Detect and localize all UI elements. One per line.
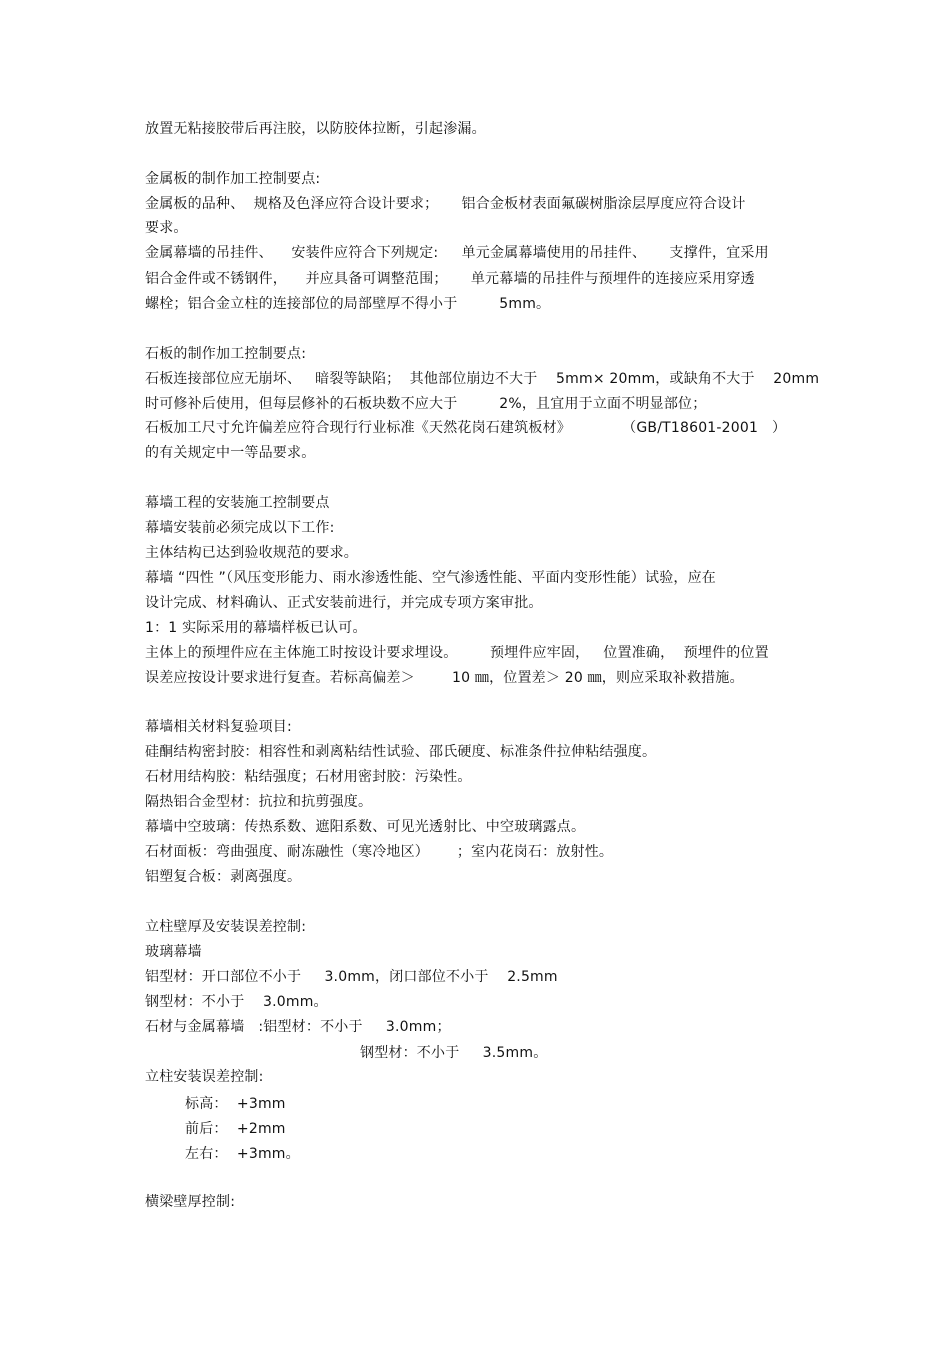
section-heading: 立柱壁厚及安装误差控制: [145,919,307,935]
text-line: 时可修补后使用，但每层修补的石板块数不应大于 2%，且宜用于立面不明显部位； [145,396,707,412]
text-line: 幕墙安装前必须完成以下工作: [145,520,335,536]
text-line: 石材面板：弯曲强度、耐冻融性（寒冷地区） ；室内花岗石：放射性。 [145,844,614,860]
text-line: 金属板的品种、 规格及色泽应符合设计要求； 铝合金板材表面氟碳树脂涂层厚度应符合设计 [145,196,746,212]
text-line: 钢型材：不小于 3.5mm。 [360,1045,548,1061]
text-line: 的有关规定中一等品要求。 [145,445,316,461]
text-line: 标高： +3mm [185,1096,286,1112]
text-line: 石材用结构胶：粘结强度；石材用密封胶：污染性。 [145,769,472,785]
text-line: 螺栓；铝合金立柱的连接部位的局部壁厚不得小于 5mm。 [145,296,551,312]
text-line: 铝型材：开口部位不小于 3.0mm，闭口部位不小于 2.5mm [145,969,558,985]
text-line: 立柱安装误差控制: [145,1069,264,1085]
text-line: 主体上的预埋件应在主体施工时按设计要求埋设。 预埋件应牢固， 位置准确， 预埋件的位置 [145,645,769,661]
text-line: 幕墙 “四性 ”（风压变形能力、雨水渗透性能、空气渗透性能、平面内变形性能）试验，应在 [145,570,717,586]
text-line: 左右： +3mm。 [185,1146,300,1162]
text-line: 钢型材：不小于 3.0mm。 [145,994,328,1010]
section-heading: 幕墙工程的安装施工控制要点 [145,495,330,511]
section-heading: 石板的制作加工控制要点: [145,346,307,362]
section-heading: 幕墙相关材料复验项目: [145,719,292,735]
text-line: 铝合金件或不锈钢件， 并应具备可调整范围； 单元幕墙的吊挂件与预埋件的连接应采用穿透 [145,271,755,287]
section-heading: 横梁壁厚控制: [145,1194,236,1210]
text-line: 石板连接部位应无崩坏、 暗裂等缺陷； 其他部位崩边不大于 5mm× 20mm，或缺角不大于 20mm [145,371,820,387]
text-line: 设计完成、材料确认、正式安装前进行，并完成专项方案审批。 [145,595,543,611]
text-line: 铝塑复合板：剥离强度。 [145,869,302,885]
text-line: 石板加工尺寸允许偏差应符合现行行业标准《天然花岗石建筑板材》 （GB/T18601-2001 ） [145,420,787,436]
text-line: 放置无粘接胶带后再注胶，以防胶体拉断，引起渗漏。 [145,121,486,137]
text-line: 金属幕墙的吊挂件、 安装件应符合下列规定: 单元金属幕墙使用的吊挂件、 支撑件，宜采用 [145,245,769,261]
text-line: 石材与金属幕墙 :铝型材：不小于 3.0mm； [145,1019,451,1035]
text-line: 隔热铝合金型材：抗拉和抗剪强度。 [145,794,373,810]
text-line: 前后： +2mm [185,1121,286,1137]
text-line: 幕墙中空玻璃：传热系数、遮阳系数、可见光透射比、中空玻璃露点。 [145,819,586,835]
text-line: 要求。 [145,220,188,236]
text-line: 1：1 实际采用的幕墙样板已认可。 [145,620,367,636]
text-line: 硅酮结构密封胶：相容性和剥离粘结性试验、邵氏硬度、标准条件拉伸粘结强度。 [145,744,657,760]
text-line: 误差应按设计要求进行复查。若标高偏差＞ 10 ㎜，位置差＞ 20 ㎜，则应采取补救措施。 [145,670,744,686]
text-line: 玻璃幕墙 [145,944,202,960]
text-line: 主体结构已达到验收规范的要求。 [145,545,358,561]
section-heading: 金属板的制作加工控制要点: [145,171,321,187]
